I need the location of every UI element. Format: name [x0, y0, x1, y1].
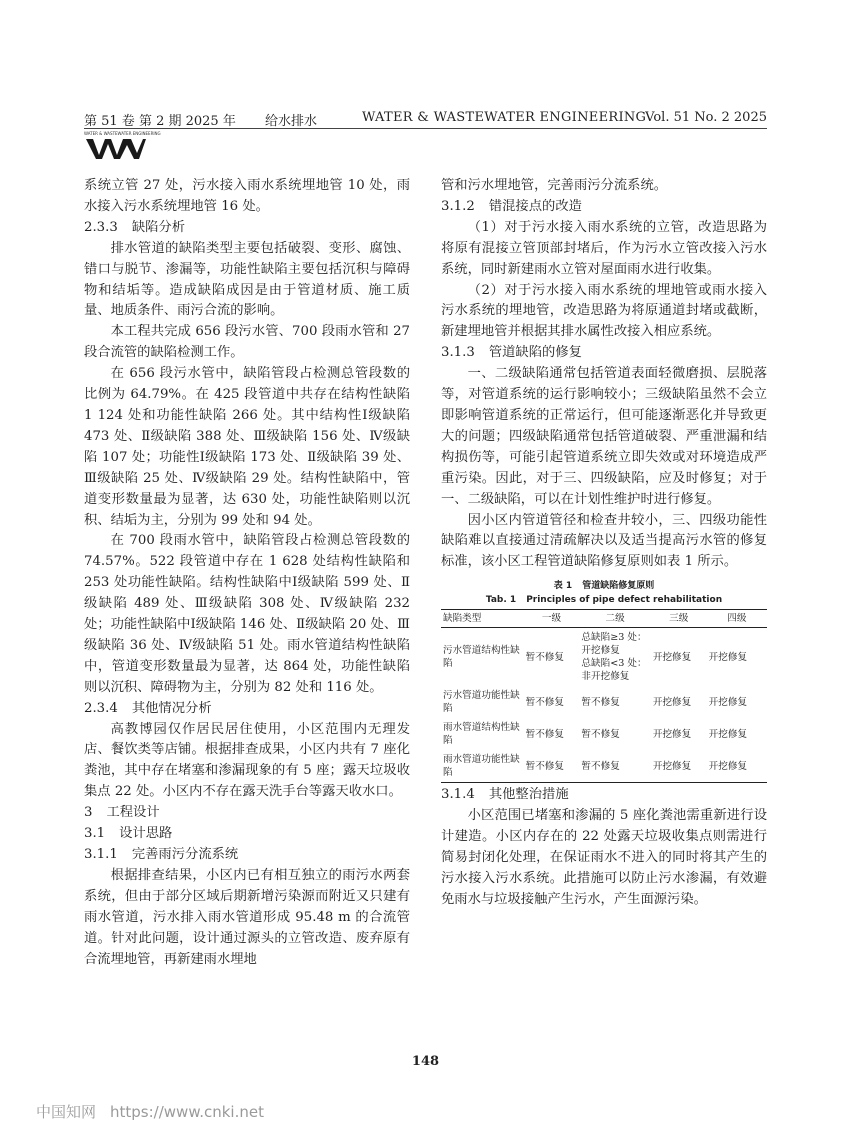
section-number: 3.1.3	[441, 345, 475, 361]
table-header-cell: 一级	[524, 610, 580, 628]
section-title: 其他情况分析	[131, 700, 212, 716]
paragraph: 系统立管 27 处，污水接入雨水系统埋地管 10 处，雨水接入污水系统埋地管 16 处。	[84, 178, 410, 214]
table-cell: 开挖修复	[708, 760, 748, 772]
section-title: 缺陷分析	[131, 219, 186, 235]
section-number: 3	[84, 805, 93, 821]
table-row	[441, 750, 767, 783]
table-cell-line: 总缺陷<3 处：非开挖修复	[581, 658, 647, 683]
table-cell	[579, 628, 650, 687]
section-heading-3	[84, 803, 410, 824]
table-cell: 污水管道结构性缺陷	[443, 645, 520, 670]
table-row	[441, 718, 767, 750]
logo-text: WATER & WASTEWATER ENGINEERING	[84, 131, 161, 136]
table-cell: 雨水管道结构性缺陷	[443, 722, 520, 747]
paragraph: 因小区内管道管径和检查井较小，三、四级功能性缺陷难以直接通过清疏解决以及适当提高污水管的修复标准，该小区工程管道缺陷修复原则如表 1 所示。	[441, 512, 767, 570]
table-cell: 暂不修复	[525, 651, 564, 663]
watermark-url: https://www.cnki.net	[110, 1103, 264, 1121]
section-heading-3-1-4	[441, 785, 767, 806]
table-cell: 开挖修复	[652, 651, 692, 663]
header-volume-en: Vol. 51 No. 2 2025	[645, 110, 767, 125]
table-header-row	[441, 610, 767, 628]
paragraph: 高教博园仅作居民居住使用，小区范围内无理发店、餐饮类等店铺。根据排查成果，小区内共有 7 座化粪池，其中存在堵塞和渗漏现象的有 5 座；露天垃圾收集点 22 处。小区内不存在露天洗手台等露天收水口。	[84, 721, 410, 800]
section-number: 2.3.4	[84, 700, 118, 716]
section-heading-2-3-3	[84, 218, 410, 239]
section-title: 其他整治措施	[488, 787, 569, 803]
table-header-cell: 四级	[707, 610, 767, 628]
table-cell: 开挖修复	[708, 696, 748, 708]
paragraph: （2）对于污水接入雨水系统的埋地管或雨水接入污水系统的埋地管，改造思路为将原通道封堵或截断，新建埋地管并根据其排水属性改接入相应系统。	[441, 282, 767, 340]
paragraph: 根据排查结果，小区内已有相互独立的雨污水两套系统，但由于部分区域后期新增污染源而附近又只建有雨水管道，污水排入雨水管道形成 95.48 m 的合流管道。针对此问题，设计通过源头的立管改造、废弃原有合流埋地管，再新建雨水埋地	[84, 867, 410, 967]
table-row	[441, 686, 767, 718]
section-heading-3-1-3	[441, 343, 767, 364]
section-number: 3.1.1	[84, 847, 118, 862]
left-column	[84, 176, 410, 970]
table-cell: 开挖修复	[652, 760, 692, 772]
section-heading-2-3-4	[84, 699, 410, 720]
table-header-cell: 三级	[651, 610, 707, 628]
table-cell: 暂不修复	[525, 760, 564, 772]
table-cell: 暂不修复	[525, 696, 564, 708]
defect-table	[441, 609, 767, 783]
table-cell: 开挖修复	[652, 728, 692, 740]
section-heading-3-1-1	[84, 845, 410, 866]
table-cell: 开挖修复	[652, 696, 692, 708]
section-title: 工程设计	[106, 805, 160, 821]
section-title: 设计思路	[119, 826, 173, 842]
cnki-watermark	[36, 1101, 264, 1122]
table-row	[441, 628, 767, 687]
header-journal-cn: 给水排水	[265, 114, 318, 129]
table-cell: 暂不修复	[525, 728, 564, 740]
section-heading-3-1	[84, 824, 410, 845]
table-cell: 开挖修复	[708, 728, 748, 740]
paragraph: 排水管道的缺陷类型主要包括破裂、变形、腐蚀、错口与脱节、渗漏等，功能性缺陷主要包括沉积与障碍物和结垢等。造成缺陷成因是由于管道材质、施工质量、地质条件、雨污合流的影响。	[84, 240, 410, 319]
paragraph: 小区范围已堵塞和渗漏的 5 座化粪池需重新进行设计建造。小区内存在的 22 处露天垃圾收集点则需进行简易封闭化处理，在保证雨水不进入的同时将其产生的污水接入污水系统。此措施可以防止污水渗漏，有效避免雨水与垃圾接触产生污水，产生面源污染。	[441, 808, 767, 907]
table-header-cell: 缺陷类型	[441, 610, 524, 628]
table-cell: 暂不修复	[581, 760, 620, 772]
watermark-cn: 中国知网	[36, 1103, 97, 1121]
table-cell: 污水管道功能性缺陷	[443, 690, 520, 715]
table-header-cell: 二级	[579, 610, 650, 628]
paragraph: 在 656 段污水管中，缺陷管段占检测总管段数的比例为 64.79%。在 425 段管道中共存在结构性缺陷 1 124 处和功能性缺陷 266 处。其中结构性Ⅰ级缺陷 473 处、Ⅱ级缺陷 388 处、Ⅲ级缺陷 156 处、Ⅳ级缺陷 107 处；功能性Ⅰ级缺陷 173 处、Ⅱ级缺陷 39 处、Ⅲ级缺陷 25 处、Ⅳ级缺陷 29 处。结构性缺陷中，管道变形数量最为显著，达 630 处，功能性缺陷则以沉积、结垢为主，分别为 99 处和 94 处。	[84, 366, 410, 528]
table-cell-line: 总缺陷≥3 处：开挖修复	[581, 632, 647, 657]
section-number: 3.1	[84, 826, 106, 842]
table-number-en: Tab. 1	[485, 595, 517, 606]
paragraph: 一、二级缺陷通常包括管道表面轻微磨损、层脱落等，对管道系统的运行影响较小；三级缺陷虽然不会立即影响管道系统的正常运行，但可能逐渐恶化并导致更大的问题；四级缺陷通常包括管道破裂、严重泄漏和结构损伤等，可能引起管道系统立即失效或对环境造成严重污染。因此，对于三、四级缺陷，应及时修复；对于一、二级缺陷，可以在计划性维护时进行修复。	[441, 366, 767, 507]
table-cell: 雨水管道功能性缺陷	[443, 754, 520, 779]
table-cell: 暂不修复	[581, 696, 620, 708]
table-caption-cn	[441, 579, 767, 593]
section-heading-3-1-2	[441, 197, 767, 218]
table-title-en: Principles of pipe defect rehabilitation	[526, 595, 723, 606]
header-rule	[84, 128, 767, 129]
section-title: 管道缺陷的修复	[488, 345, 582, 361]
table-title: 管道缺陷修复原则	[582, 581, 655, 592]
table-cell: 暂不修复	[581, 728, 620, 740]
table-number: 表 1	[553, 581, 573, 592]
header-volume: 第 51 卷 第 2 期 2025 年	[84, 114, 236, 129]
paragraph: 管和污水埋地管，完善雨污分流系统。	[441, 178, 668, 193]
section-number: 2.3.3	[84, 219, 118, 235]
table-caption-en	[441, 593, 767, 607]
section-title: 错混接点的改造	[488, 198, 582, 214]
table-cell: 开挖修复	[708, 651, 748, 663]
header-journal-en: WATER & WASTEWATER ENGINEERING	[362, 110, 647, 125]
section-title: 完善雨污分流系统	[131, 847, 239, 862]
section-number: 3.1.4	[441, 787, 475, 803]
paragraph: （1）对于污水接入雨水系统的立管，改造思路为将原有混接立管顶部封堵后，作为污水立管改接入污水系统，同时新建雨水立管对屋面雨水进行收集。	[441, 219, 767, 277]
page-number: 148	[411, 1054, 440, 1069]
right-column	[441, 176, 767, 911]
paragraph: 本工程共完成 656 段污水管、700 段雨水管和 27 段合流管的缺陷检测工作。	[84, 324, 410, 361]
section-number: 3.1.2	[441, 198, 475, 214]
paragraph: 在 700 段雨水管中，缺陷管段占检测总管段数的 74.57%。522 段管道中存在 1 628 处结构性缺陷和 253 处功能性缺陷。结构性缺陷中Ⅰ级缺陷 599 处、Ⅱ级缺陷 489 处、Ⅲ级缺陷 308 处、Ⅳ级缺陷 232 处；功能性缺陷中Ⅰ级缺陷 146 处、Ⅱ级缺陷 20 处、Ⅲ级缺陷 36 处、Ⅳ级缺陷 51 处。雨水管道结构性缺陷中，管道变形数量最为显著，达 864 处，功能性缺陷则以沉积、障碍物为主，分别为 82 处和 116 处。	[84, 533, 410, 695]
